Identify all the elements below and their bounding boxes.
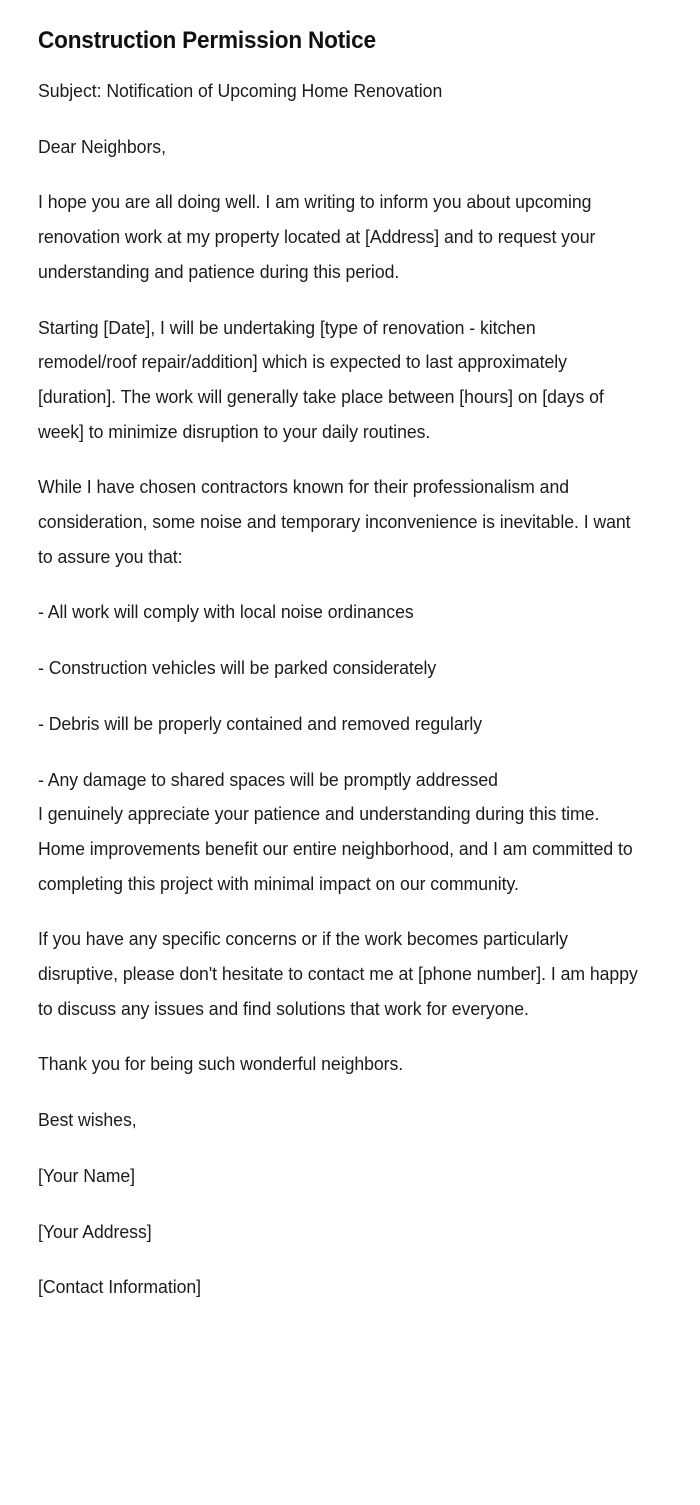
page-title: Construction Permission Notice — [38, 27, 376, 54]
salutation: Dear Neighbors, — [38, 135, 166, 157]
body-paragraph-1: I hope you are all doing well. I am writing to inform you about upcoming renovation work at my property located at [Address] and to request your understanding and patience during this period. — [38, 191, 596, 282]
closing-paragraph-1: I genuinely appreciate your patience and understanding during this time. Home improvements benefit our entire neighborhood, and I am committed to completing this project with minimal impact on our community. — [38, 803, 633, 894]
body-paragraph-3: While I have chosen contractors known for their professionalism and consideration, some noise and temporary inconvenience is inevitable. I want to assure you that: — [38, 476, 631, 567]
assurance-item: - Any damage to shared spaces will be promptly addressed — [38, 768, 498, 790]
valediction: Best wishes, — [38, 1109, 137, 1131]
signature-contact-placeholder: [Contact Information] — [38, 1276, 201, 1298]
body-paragraph-2: Starting [Date], I will be undertaking [type of renovation - kitchen remodel/roof repair/addition] which is expected to last approximately [duration]. The work will generally take place between [hours] on [days of week] to minimize disruption to your daily routines. — [38, 316, 604, 442]
signature-name-placeholder: [Your Name] — [38, 1164, 136, 1186]
assurance-list — [38, 595, 640, 797]
closing-paragraph-2: If you have any specific concerns or if the work becomes particularly disruptive, please don't hesitate to contact me at [phone number]. I am happy to discuss any issues and find solutions that work for everyone. — [38, 928, 638, 1019]
assurance-item: - Construction vehicles will be parked considerately — [38, 657, 437, 679]
signoff-block — [38, 1103, 640, 1305]
assurance-item: - All work will comply with local noise ordinances — [38, 601, 414, 623]
document-body — [38, 74, 640, 1305]
assurance-item: - Debris will be properly contained and removed regularly — [38, 712, 483, 734]
subject-line: Subject: Notification of Upcoming Home Renovation — [38, 80, 443, 101]
signature-address-placeholder: [Your Address] — [38, 1220, 152, 1242]
thank-you-line: Thank you for being such wonderful neighbors. — [38, 1053, 404, 1075]
